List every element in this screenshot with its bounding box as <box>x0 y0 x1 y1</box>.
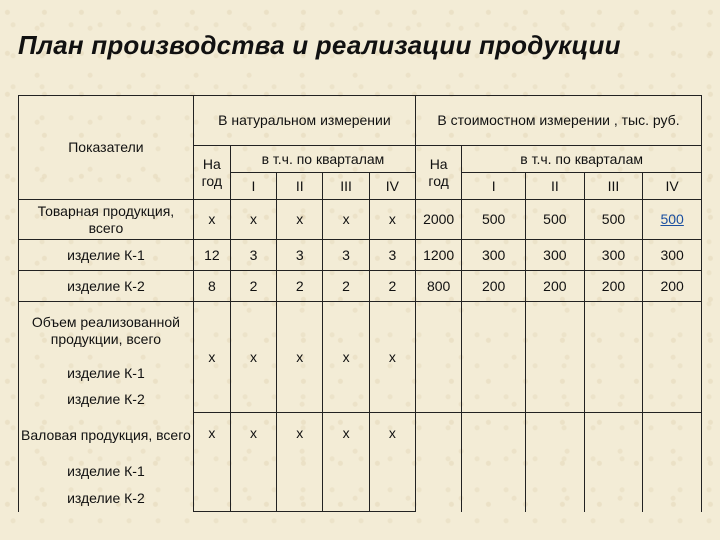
cost-value <box>643 302 702 413</box>
cost-value: 300 <box>526 240 585 271</box>
table-row <box>19 200 702 240</box>
natural-value: х <box>369 413 415 512</box>
cost-quarter-1: I <box>462 173 526 200</box>
natural-value: х <box>230 200 276 240</box>
cost-value <box>416 413 462 512</box>
cost-value: 200 <box>584 271 643 302</box>
natural-value: х <box>323 200 369 240</box>
header-cost: В стоимостном измерении , тыс. руб. <box>416 96 702 146</box>
natural-value: х <box>193 200 230 240</box>
header-row-1 <box>19 96 702 146</box>
cost-value <box>526 302 585 413</box>
cost-value: 300 <box>584 240 643 271</box>
production-plan-table <box>18 95 702 512</box>
header-natural-by-quarters: в т.ч. по кварталам <box>230 146 415 173</box>
natural-value: 3 <box>230 240 276 271</box>
natural-value: х <box>193 413 230 512</box>
row-label: Валовая продукция, всего <box>19 413 194 458</box>
header-natural-per-year: На год <box>193 146 230 200</box>
cost-value: 1200 <box>416 240 462 271</box>
natural-value: х <box>230 413 276 512</box>
cost-value <box>584 302 643 413</box>
natural-value: х <box>323 302 369 413</box>
row-label: Товарная продукция, всего <box>19 200 194 240</box>
natural-value: х <box>369 200 415 240</box>
table-row <box>19 240 702 271</box>
cost-value <box>584 413 643 512</box>
natural-value: 3 <box>369 240 415 271</box>
cost-value: 500 <box>526 200 585 240</box>
row-label: изделие К-1 <box>19 240 194 271</box>
natural-value: 12 <box>193 240 230 271</box>
natural-value: х <box>369 302 415 413</box>
row-label: изделие К-2 <box>19 271 194 302</box>
row-label: Объем реализованной продукции, всего <box>19 302 194 361</box>
natural-value: 8 <box>193 271 230 302</box>
cost-value <box>643 413 702 512</box>
header-indicators: Показатели <box>19 96 194 200</box>
natural-value: 2 <box>230 271 276 302</box>
cost-value <box>526 413 585 512</box>
natural-quarter-3: III <box>323 173 369 200</box>
cost-value: 200 <box>526 271 585 302</box>
cost-value: 500 <box>462 200 526 240</box>
row-label: изделие К-2 <box>19 387 194 413</box>
natural-value: х <box>323 413 369 512</box>
natural-value: 2 <box>369 271 415 302</box>
natural-value: х <box>277 200 323 240</box>
cost-quarter-2: II <box>526 173 585 200</box>
table-row <box>19 302 702 361</box>
table-row <box>19 413 702 458</box>
header-cost-by-quarters: в т.ч. по кварталам <box>462 146 702 173</box>
cost-value: 200 <box>462 271 526 302</box>
cost-q4-link[interactable]: 500 <box>660 211 684 227</box>
natural-value: х <box>277 302 323 413</box>
row-label: изделие К-2 <box>19 485 194 512</box>
row-label: изделие К-1 <box>19 458 194 485</box>
cost-value <box>462 413 526 512</box>
natural-value: 2 <box>323 271 369 302</box>
natural-quarter-1: I <box>230 173 276 200</box>
natural-value: х <box>277 413 323 512</box>
natural-value: х <box>193 302 230 413</box>
cost-quarter-3: III <box>584 173 643 200</box>
natural-quarter-2: II <box>277 173 323 200</box>
cost-value: 200 <box>643 271 702 302</box>
cost-value: 300 <box>643 240 702 271</box>
header-natural: В натуральном измерении <box>193 96 415 146</box>
cost-value-link[interactable] <box>643 200 702 240</box>
natural-value: 3 <box>277 240 323 271</box>
natural-value: 3 <box>323 240 369 271</box>
natural-value: х <box>230 302 276 413</box>
cost-value: 300 <box>462 240 526 271</box>
cost-value: 2000 <box>416 200 462 240</box>
header-cost-per-year: На год <box>416 146 462 200</box>
cost-value: 800 <box>416 271 462 302</box>
page-title: План производства и реализации продукции <box>18 30 621 60</box>
cost-value <box>416 302 462 413</box>
table-row <box>19 271 702 302</box>
cost-quarter-4: IV <box>643 173 702 200</box>
cost-value: 500 <box>584 200 643 240</box>
row-label: изделие К-1 <box>19 361 194 387</box>
cost-value <box>462 302 526 413</box>
natural-quarter-4: IV <box>369 173 415 200</box>
natural-value: 2 <box>277 271 323 302</box>
